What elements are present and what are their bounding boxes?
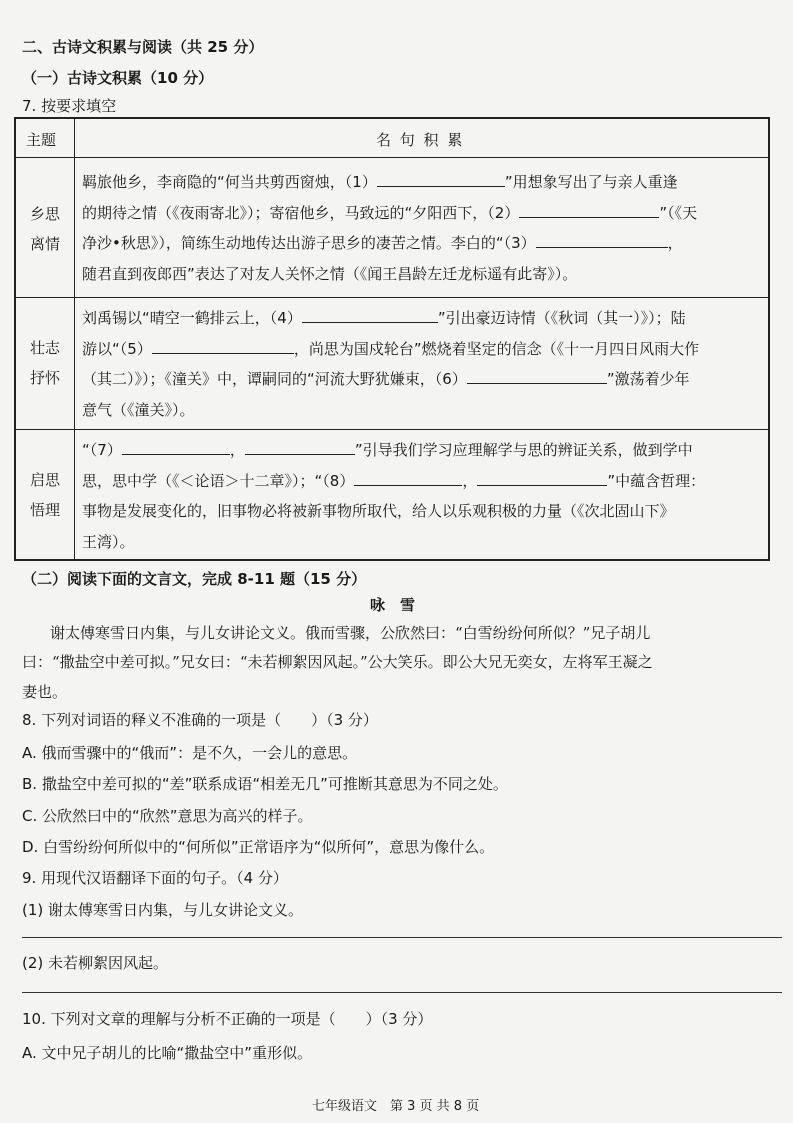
table-column-divider [74,119,75,559]
topic-line: 抒怀 [29,369,60,387]
q8-option-d[interactable]: D. 白雪纷纷何所似中的“何所似”正常语序为“似所何”，意思为像什么。 [22,838,495,856]
q8-option-a[interactable]: A. 俄而雪骤中的“俄而”：是不久，一会儿的意思。 [22,744,358,762]
text: 羁旅他乡，李商隐的“何当共剪西窗烛，（1） [82,173,377,191]
row-insight-content [82,435,764,557]
passage-line: 谢太傅寒雪日内集，与儿女讲论文义。俄而雪骤，公欣然曰：“白雪纷纷何所似？”兄子胡儿 [50,624,651,642]
page-footer: 七年级语文 第 3 页 共 8 页 [312,1099,480,1114]
text: 事物是发展变化的，旧事物必将被新事物所取代，给人以乐观积极的力量（《次北固山下》 [82,502,675,520]
text: （其二）》）；《潼关》中，谭嗣同的“河流大野犹嫌束，（6） [82,370,467,388]
text: 的期待之情（《夜雨寄北》）；寄宿他乡，马致远的“夕阳西下，（2） [82,203,520,222]
q9-item-2: (2) 未若柳絮因风起。 [22,954,169,972]
header-content: 名 句 积 累 [376,131,465,149]
passage-line: 曰：“撒盐空中差可拟。”兄女曰：“未若柳絮因风起。”公大笑乐。即公大兄无奕女，左将军王凝之 [22,653,653,671]
text: 游以“（5） [82,339,152,358]
part1-title: （一）古诗文积累（10 分） [22,69,214,87]
q8-option-b[interactable]: B. 撒盐空中差可拟的“差”联系成语“相差无几”可推断其意思为不同之处。 [22,775,508,793]
text: 净沙•秋思》），简练生动地传达出游子思乡的凄苦之情。李白的“（3） [82,234,536,252]
q8-stem: 8. 下列对词语的释义不准确的一项是（ ）（3 分） [22,711,378,729]
text: 意气（《潼关》）。 [82,400,195,419]
answer-blank-7a[interactable] [122,440,230,455]
answer-blank-8b[interactable] [477,471,607,486]
text: ”中蕴含哲理： [607,471,706,490]
topic-insight [16,465,74,525]
topic-line: 离情 [29,235,60,253]
text: ， [667,234,683,252]
q8-option-c[interactable]: C. 公欣然曰中的“欣然”意思为高兴的样子。 [22,807,313,825]
row-homesick-content [82,167,764,289]
topic-homesick [16,199,74,259]
text: ”激荡着少年 [606,370,690,388]
passage-line: 妻也。 [22,683,68,701]
q9-item-1: (1) 谢太傅寒雪日内集，与儿女讲论文义。 [22,901,304,919]
text: ”（《天 [659,203,698,222]
topic-line: 壮志 [29,339,60,357]
row-ambition-content [82,303,764,425]
text: 王湾）。 [82,532,135,551]
topic-line: 悟理 [29,501,60,519]
text: ， [462,471,478,490]
answer-blank-3[interactable] [536,233,668,248]
answer-line-2[interactable] [22,992,782,993]
answer-blank-5[interactable] [152,339,294,354]
table-row-divider [16,157,768,158]
text: 随君直到夜郎西”表达了对友人关怀之情（《闻王昌龄左迁龙标遥有此寄》）。 [82,264,578,283]
topic-line: 启思 [29,471,60,489]
passage-title: 咏 雪 [370,596,416,614]
fill-in-table [14,117,770,561]
topic-ambition [16,333,74,393]
answer-blank-6[interactable] [467,369,607,384]
text: ”引导我们学习应理解学与思的辨证关系，做到学中 [354,441,693,459]
text: “（7） [82,441,122,459]
section-title: 二、古诗文积累与阅读（共 25 分） [22,38,264,56]
answer-blank-1[interactable] [377,172,505,187]
q9-stem: 9. 用现代汉语翻译下面的句子。（4 分） [22,869,288,887]
answer-blank-2[interactable] [519,203,659,218]
q10-stem: 10. 下列对文章的理解与分析不正确的一项是（ ）（3 分） [22,1010,433,1028]
table-row-divider [16,429,768,430]
answer-blank-7b[interactable] [245,440,355,455]
answer-blank-4[interactable] [302,308,438,323]
text: 思，思中学（《＜论语＞十二章》）；“（8） [82,471,355,490]
text: ”引出豪迈诗情（《秋词（其一）》）；陆 [437,309,686,327]
answer-blank-8a[interactable] [354,471,462,486]
header-topic: 主题 [26,131,57,149]
q10-option-a[interactable]: A. 文中兄子胡儿的比喻“撒盐空中”重形似。 [22,1044,313,1062]
table-row-divider [16,297,768,298]
topic-line: 乡思 [29,205,60,223]
q7-title: 7. 按要求填空 [22,97,117,115]
answer-line-1[interactable] [22,937,782,938]
text: ，尚思为国戍轮台”燃烧着坚定的信念（《十一月四日风雨大作 [293,339,700,358]
text: ”用想象写出了与亲人重逢 [504,173,678,191]
text: ， [229,441,245,459]
part2-title: （二）阅读下面的文言文，完成 8-11 题（15 分） [22,570,367,588]
text: 刘禹锡以“晴空一鹤排云上，（4） [82,309,302,327]
